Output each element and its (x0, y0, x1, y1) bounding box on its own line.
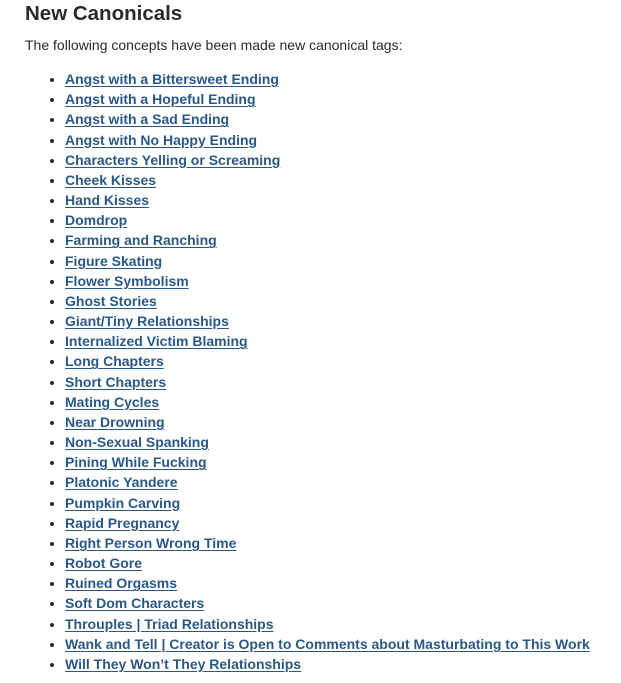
list-item (65, 291, 615, 311)
list-item (65, 654, 615, 674)
list-item (65, 513, 615, 533)
tag-link[interactable]: Angst with a Sad Ending (65, 111, 230, 128)
list-item (65, 89, 615, 109)
tag-link[interactable]: Angst with a Bittersweet Ending (65, 71, 279, 87)
tag-link[interactable]: Internalized Victim Blaming (65, 333, 248, 350)
tag-link[interactable]: Hand Kisses (65, 192, 150, 209)
canonical-tag-list (25, 69, 615, 674)
tag-link[interactable]: Mating Cycles (65, 393, 160, 410)
tag-link[interactable]: Short Chapters (65, 373, 167, 390)
tag-link[interactable]: Robot Gore (65, 555, 142, 572)
list-item (65, 170, 615, 190)
tag-link[interactable]: Wank and Tell | Creator is Open to Comments about Masturbating to This Work (65, 635, 590, 652)
tag-link[interactable]: Farming and Ranching (65, 232, 217, 249)
list-item (65, 130, 615, 150)
list-item (65, 109, 615, 129)
list-item (65, 553, 615, 573)
tag-link[interactable]: Pumpkin Carving (65, 494, 181, 511)
list-item (65, 573, 615, 593)
list-item (65, 69, 615, 89)
list-item (65, 311, 615, 331)
tag-link[interactable]: Long Chapters (65, 353, 164, 370)
section-heading: New Canonicals (25, 2, 183, 25)
tag-link[interactable]: Angst with No Happy Ending (65, 131, 258, 148)
list-item (65, 372, 615, 392)
tag-link[interactable]: Pining While Fucking (65, 454, 207, 471)
tag-link[interactable]: Non-Sexual Spanking (65, 434, 209, 451)
tag-link[interactable]: Giant/Tiny Relationships (65, 313, 229, 330)
tag-link[interactable]: Cheek Kisses (65, 171, 157, 188)
tag-link[interactable]: Characters Yelling or Screaming (65, 151, 281, 168)
news-post-content (25, 0, 615, 674)
list-item (65, 472, 615, 492)
list-item (65, 251, 615, 271)
list-item (65, 331, 615, 351)
list-item (65, 150, 615, 170)
list-item (65, 230, 615, 250)
tag-link[interactable]: Right Person Wrong Time (65, 534, 237, 551)
list-item (65, 210, 615, 230)
list-item (65, 392, 615, 412)
list-item (65, 634, 615, 654)
tag-link[interactable]: Rapid Pregnancy (65, 514, 180, 531)
list-item (65, 412, 615, 432)
list-item (65, 614, 615, 634)
tag-link[interactable]: Platonic Yandere (65, 474, 178, 491)
tag-link[interactable]: Ghost Stories (65, 292, 157, 309)
list-item (65, 493, 615, 513)
tag-link[interactable]: Near Drowning (65, 413, 165, 430)
tag-link[interactable]: Will They Won’t They Relationships (65, 655, 302, 672)
intro-text: The following concepts have been made new canonical tags: (25, 37, 403, 53)
tag-link[interactable]: Soft Dom Characters (65, 595, 205, 612)
list-item (65, 271, 615, 291)
list-item (65, 432, 615, 452)
list-item (65, 593, 615, 613)
tag-link[interactable]: Angst with a Hopeful Ending (65, 91, 256, 108)
tag-link[interactable]: Throuples | Triad Relationships (65, 615, 274, 632)
list-item (65, 351, 615, 371)
tag-link[interactable]: Domdrop (65, 212, 128, 229)
tag-link[interactable]: Figure Skating (65, 252, 163, 269)
tag-link[interactable]: Ruined Orgasms (65, 575, 178, 592)
list-item (65, 190, 615, 210)
tag-link[interactable]: Flower Symbolism (65, 272, 189, 289)
list-item (65, 452, 615, 472)
list-item (65, 533, 615, 553)
